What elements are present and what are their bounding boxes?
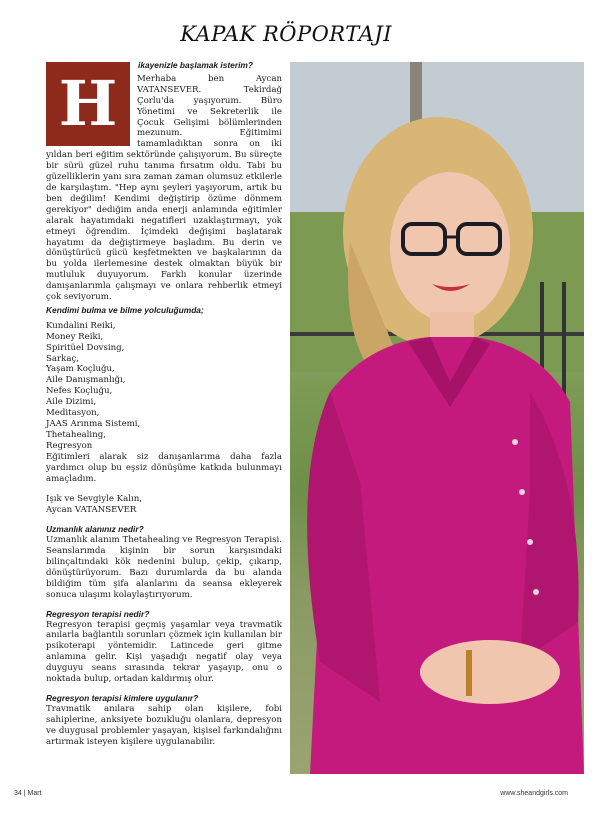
website-link[interactable]: www.sheandgirls.com [500, 790, 568, 797]
intro-paragraph: Merhaba ben Aycan VATANSEVER. Tekirdağ Çorlu'da yaşıyorum. Büro Yönetimi ve Sekreterlik ile Çocuk Gelişimi bölümlerinden mezunum. Eğitimimi tamamladıktan sonra on iki yıldan beri eğitim sektöründe çalışıyorum. Bu süreçte bir sürü güzel ruhu tanıma fırsatım oldu. Tabi bu güzelliklerin yanı sıra zaman zaman olumsuz etkilerle de karşılaştım. "Hep aynı şeyleri yaşıyorum, artık bu ben değilim! Kendimi değiştirip özüme dönmem gerekiyor" dediğim anda enerji anlamında eğitimler alarak hayatımdaki negatifleri uzaklaştırmayı, yok etmeyi öğrendim. İçimdeki değişimi başlatarak hayatımı da değiştirmeye başladım. Bu derin ve dönüştürücü gücü keşfetmekten ve başkalarının da bu yolda ilerlemesine destek olmaktan büyük bir mutluluk duyuyorum. Farklı konular üzerinde danışanlarımla çalışmayı ve onlara rehberlik etmeyi çok seviyorum. [46, 73, 282, 303]
list-item: Spiritüel Dovsing, [46, 342, 125, 353]
question-heading: Regresyon terapisi kimlere uygulanır? [46, 692, 199, 703]
question-heading: Regresyon terapisi nedir? [46, 608, 150, 619]
list-item: Yaşam Koçluğu, [46, 364, 115, 375]
training-list [46, 321, 282, 452]
list-item: Thetahealing, [46, 429, 106, 440]
answer-paragraph: Uzmanlık alanım Thetahealing ve Regresyon Terapisi. Seanslarımda kişinin bir sorun karşısındaki bilinçaltındaki kök nedenini bulup, çekip, çıkarıp, dönüştürüyorum. Bazı durumlarda da bu alanda bildiğim tüm şifa alanlarını da seansa ekleyerek sonuca ulaşımı kolaylaştırıyorum. [46, 535, 282, 600]
list-item: Nefes Koçluğu, [46, 386, 113, 397]
list-item: Kundalini Reiki, [46, 320, 116, 331]
list-item: Aile Danışmanlığı, [46, 375, 126, 386]
answer-paragraph: Regresyon terapisi geçmiş yaşamlar veya travmatik anılarla bağlantılı sorunları çözmek için kullanılan bir psikoterapi yöntemidir. Latincede geri gitme anlamına gelir. Kişi yaşadığı negatif olay veya duyguyu seans sırasında tekrar yaşayıp, onu o noktada bulup, ortadan kaldırmış olur. [46, 619, 282, 685]
portrait-photo [290, 62, 584, 774]
list-item: JAAS Arınma Sistemi, [46, 419, 141, 429]
question-heading: Uzmanlık alanınız nedir? [46, 524, 144, 535]
portrait-illustration [290, 62, 584, 774]
journey-closing: Eğitimleri alarak siz danışanlarıma daha fazla yardımcı olup bu eşsiz dönüşüme katkıda bulunmayı amaçladım. [46, 451, 282, 484]
drop-cap: H [46, 62, 130, 146]
signature-line: Işık ve Sevgiyle Kalın, [46, 494, 142, 505]
article-body [46, 60, 282, 747]
page-number: 34 | Mart [14, 790, 42, 797]
answer-paragraph: Travmatik anılara sahip olan kişilere, fobi sahiplerine, anksiyete bozukluğu olanlara, depresyon ve duygusal problemler yaşayan, kişisel farkındalığını artırmak isteyen kişilere uygulanabilir. [46, 703, 282, 747]
list-item: Aile Dizimi, [46, 397, 97, 408]
intro-question: ikayenizle başlamak isterim? [138, 60, 253, 70]
list-item: Money Reiki, [46, 331, 104, 342]
list-item: Sarkaç, [46, 353, 79, 364]
page-title: KAPAK RÖPORTAJI [180, 22, 392, 46]
list-item: Meditasyon, [46, 408, 100, 419]
list-item: Regresyon [46, 440, 93, 451]
signature-name: Aycan VATANSEVER [46, 505, 137, 516]
journey-heading: Kendimi bulma ve bilme yolculuğumda; [46, 304, 204, 315]
